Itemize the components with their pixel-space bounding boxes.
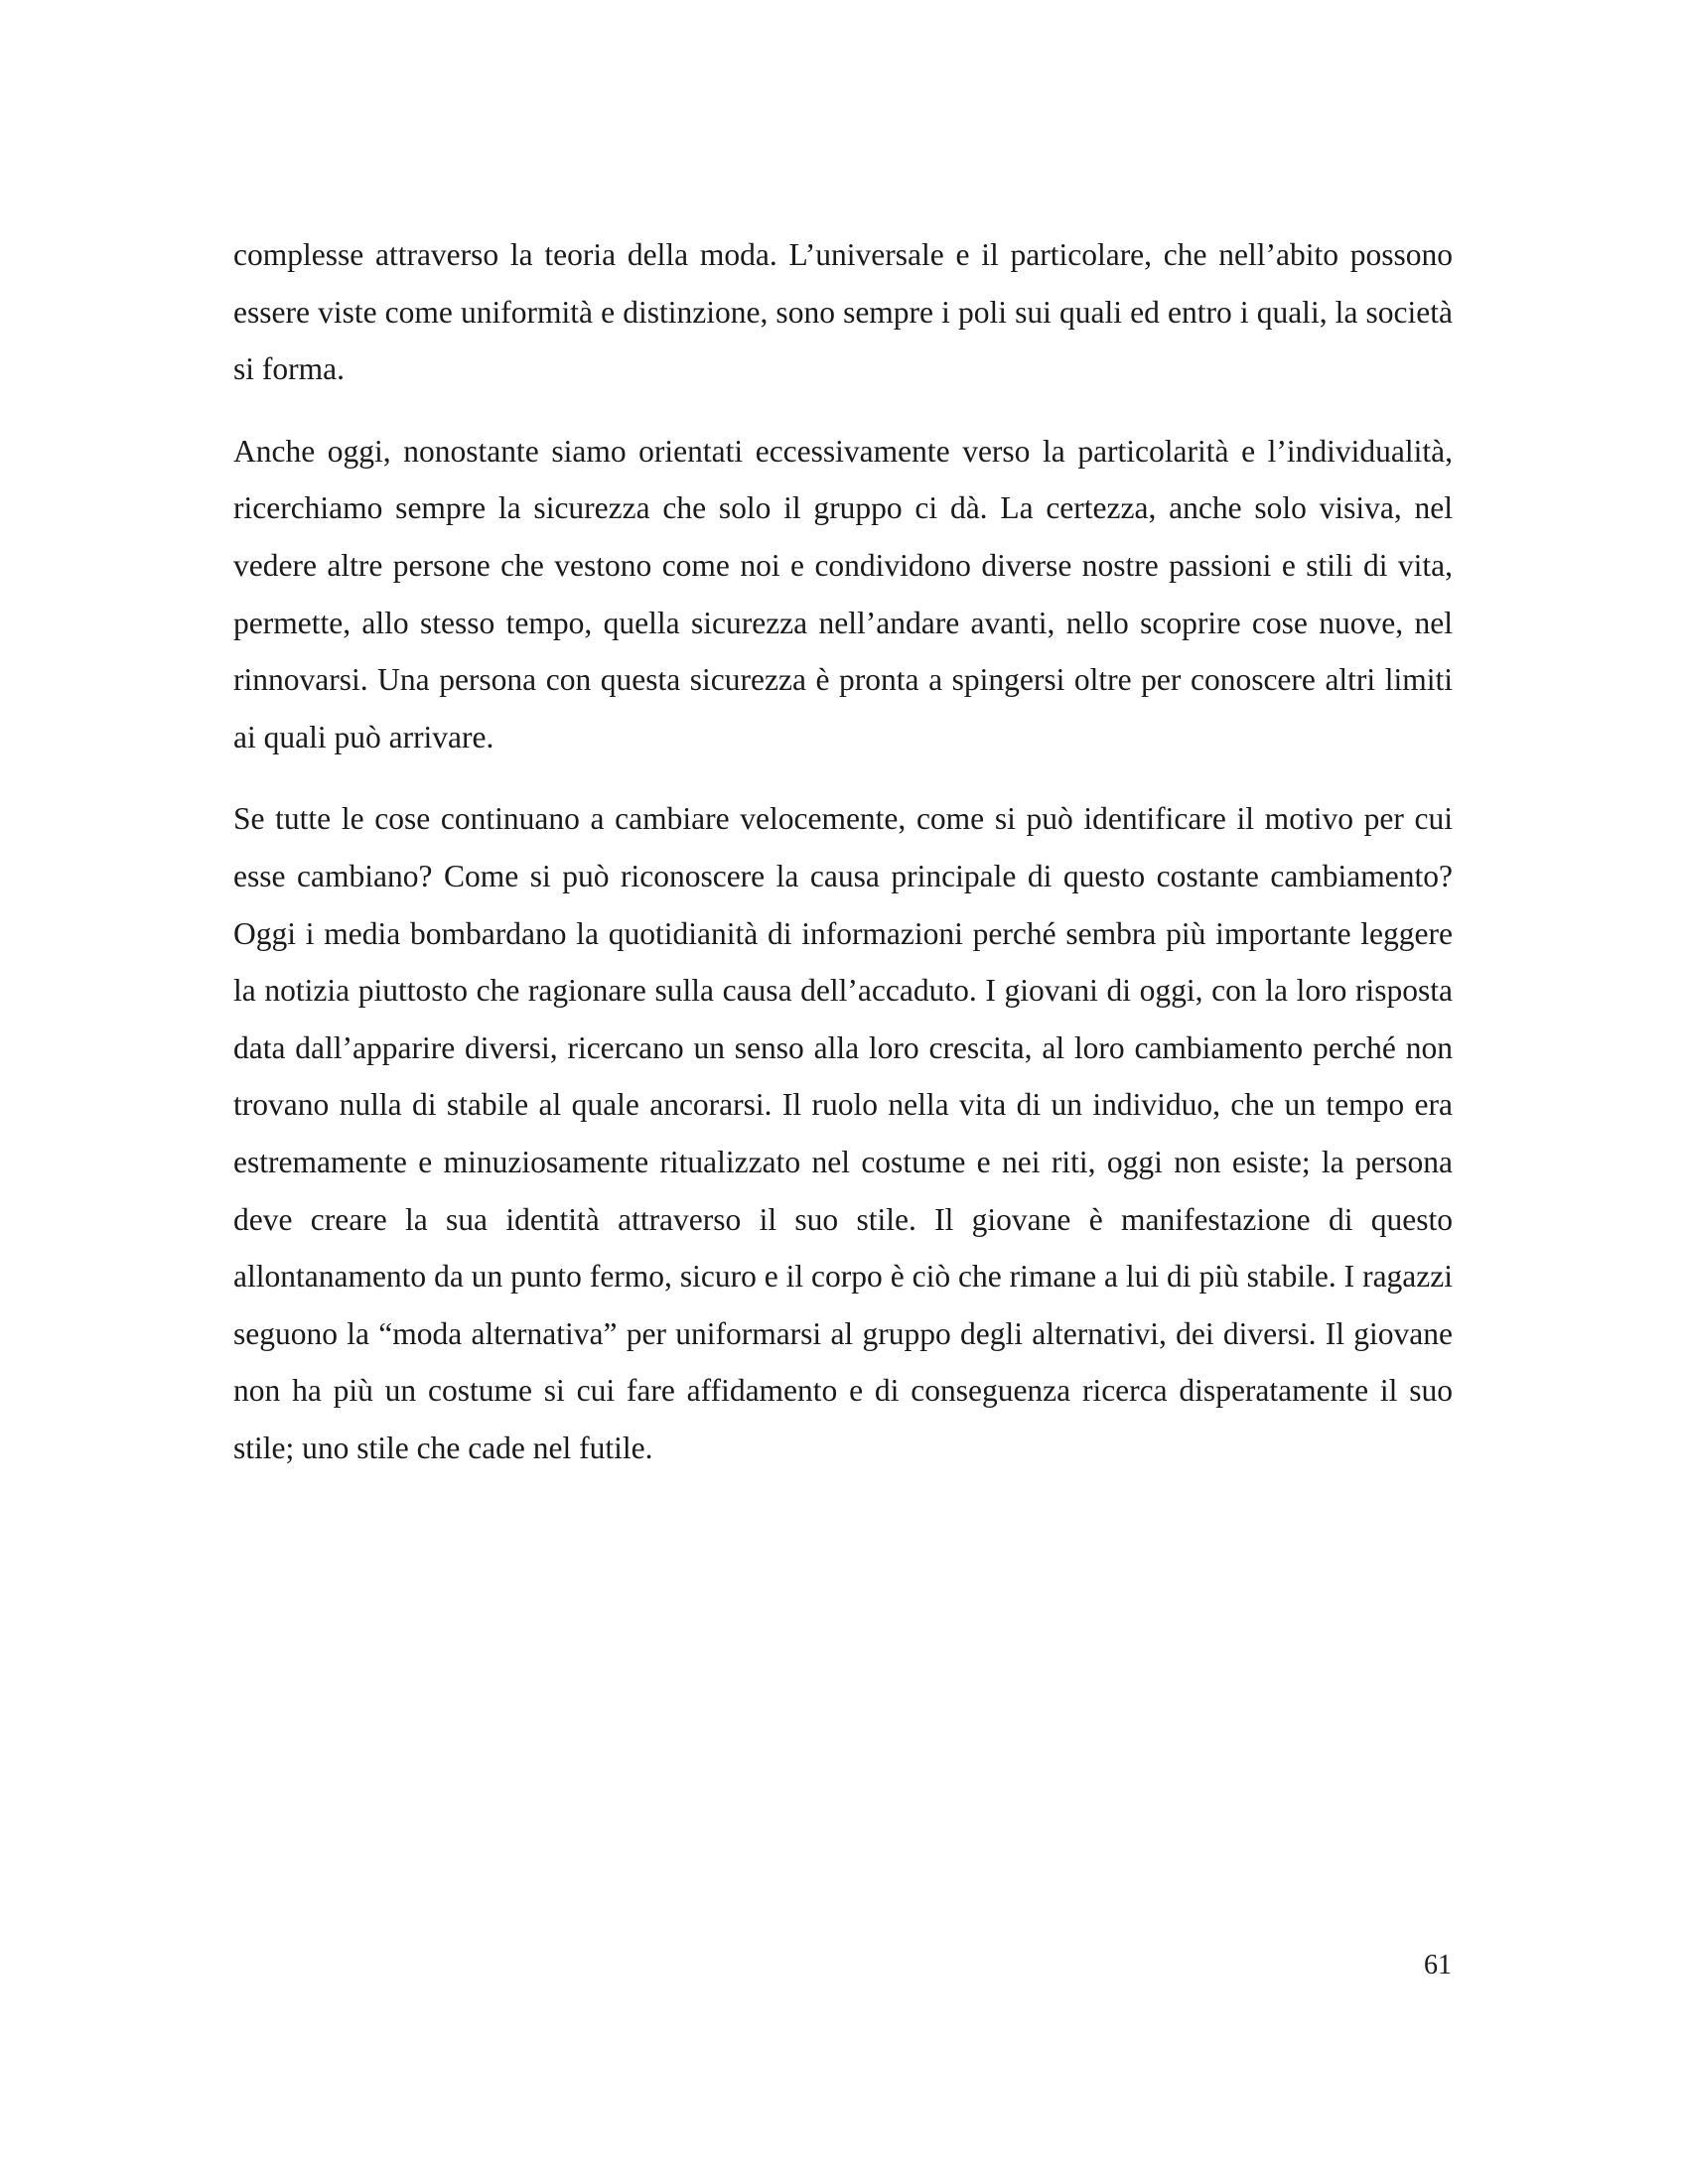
page-number: 61 <box>1424 1950 1452 1980</box>
paragraph-3: Se tutte le cose continuano a cambiare velocemente, come si può identificare il motivo per cui esse cambiano? Come si può riconoscere la causa principale di questo costante cambiamento? Oggi i media bombardano la quotidianità di informazioni perché sembra più importante leggere la notizia piuttosto che ragionare sulla causa dell’accaduto. I giovani di oggi, con la loro risposta data dall’apparire diversi, ricercano un senso alla loro crescita, al loro cambiamento perché non trovano nulla di stabile al quale ancorarsi. Il ruolo nella vita di un individuo, che un tempo era estremamente e minuziosamente ritualizzato nel costume e nei riti, oggi non esiste; la persona deve creare la sua identità attraverso il suo stile. Il giovane è manifestazione di questo allontanamento da un punto fermo, sicuro e il corpo è ciò che rimane a lui di più stabile. I ragazzi seguono la “moda alternativa” per uniformarsi al gruppo degli alternativi, dei diversi. Il giovane non ha più un costume si cui fare affidamento e di conseguenza ricerca disperatamente il suo stile; uno stile che cade nel futile. <box>233 801 1453 1465</box>
paragraph-1: complesse attraverso la teoria della moda. L’universale e il particolare, che nell’abito possono essere viste come uniformità e distinzione, sono sempre i poli sui quali ed entro i quali, la società si forma. <box>233 237 1453 387</box>
paragraph-2: Anche oggi, nonostante siamo orientati eccessivamente verso la particolarità e l’individualità, ricerchiamo sempre la sicurezza che solo il gruppo ci dà. La certezza, anche solo visiva, nel vedere altre persone che vestono come noi e condividono diverse nostre passioni e stili di vita, permette, allo stesso tempo, quella sicurezza nell’andare avanti, nello scoprire cose nuove, nel rinnovarsi. Una persona con questa sicurezza è pronta a spingersi oltre per conoscere altri limiti ai quali può arrivare. <box>233 433 1453 754</box>
body-text <box>233 226 1453 1501</box>
